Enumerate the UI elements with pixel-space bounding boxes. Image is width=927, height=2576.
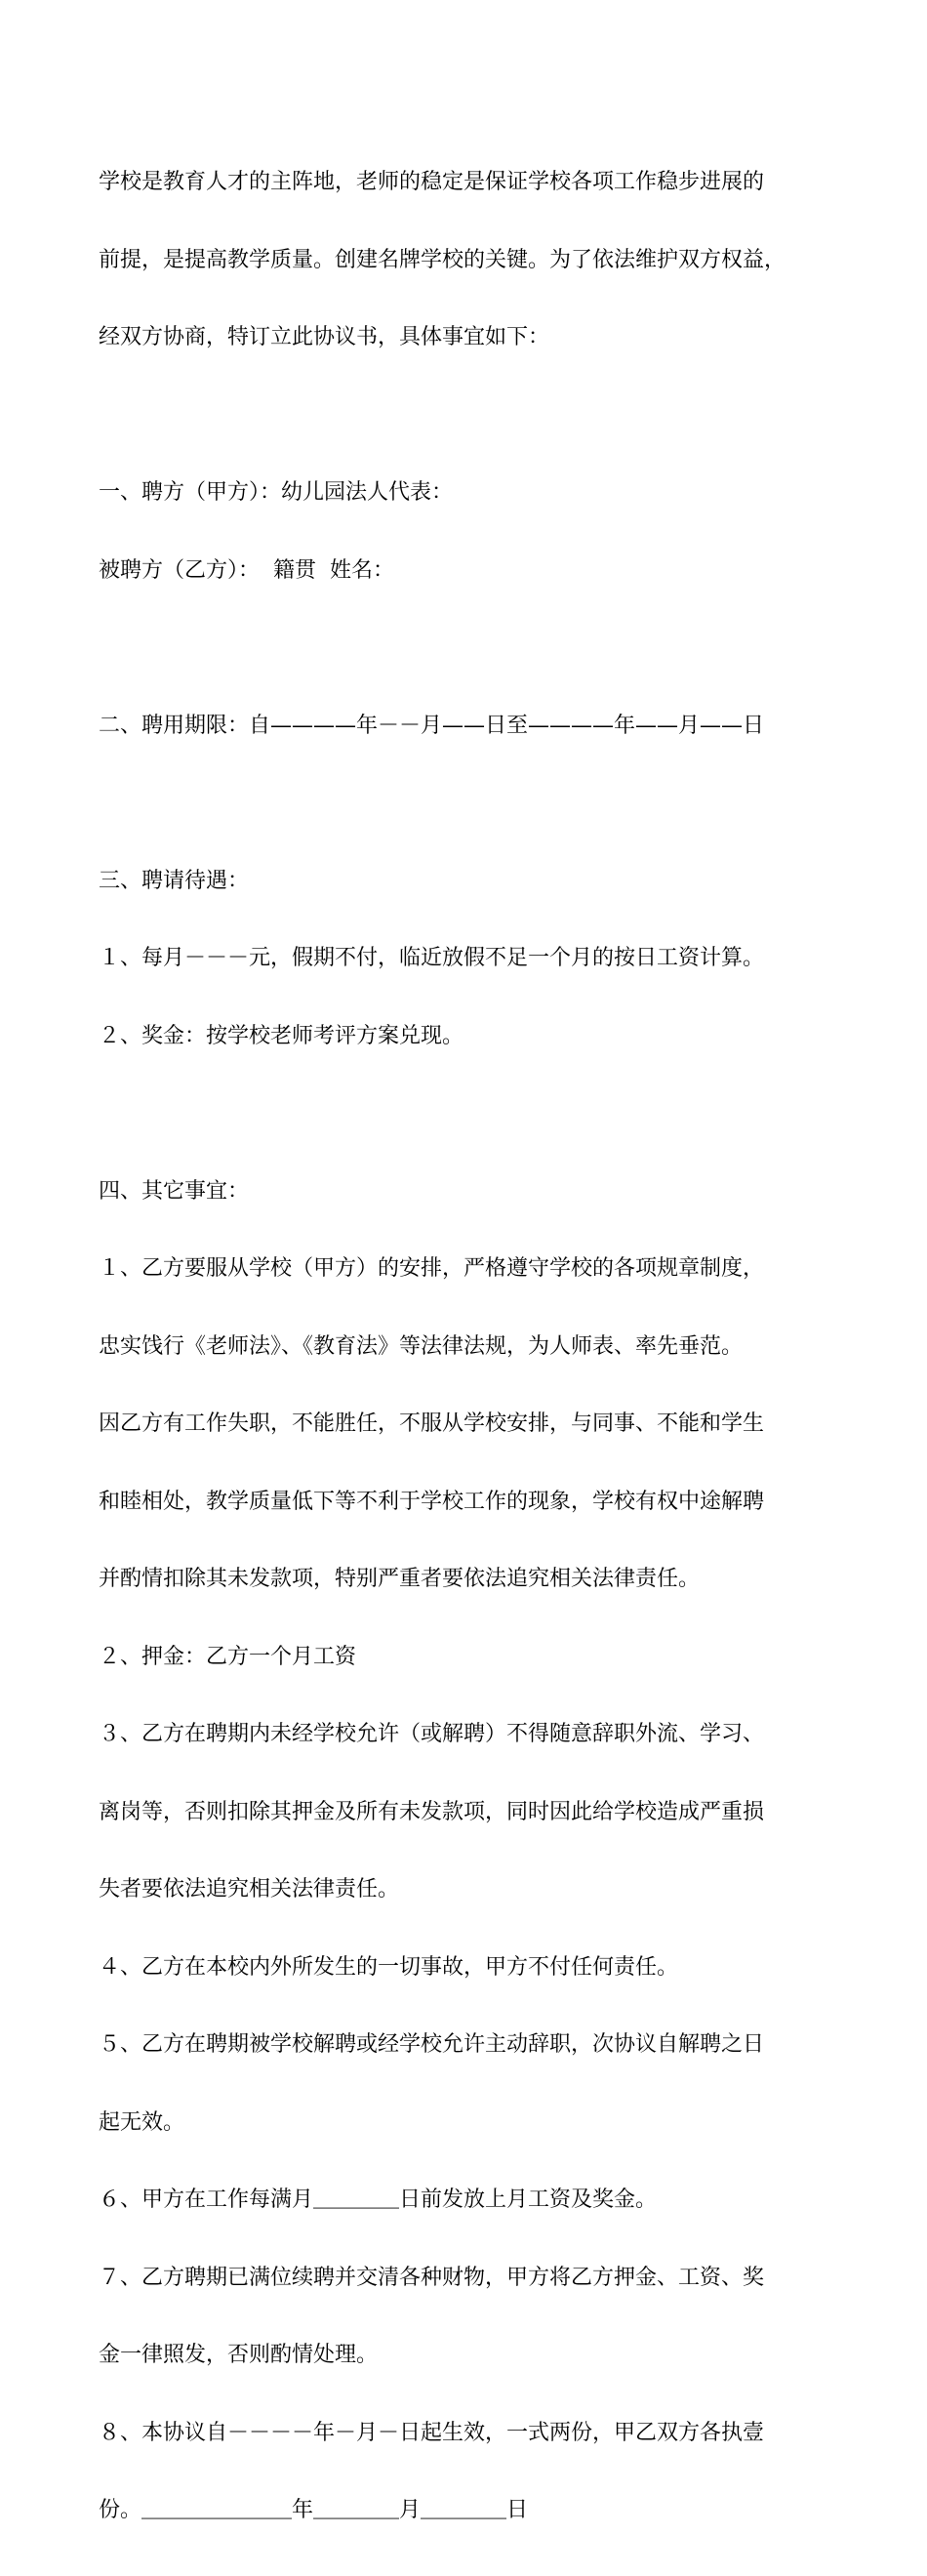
signature-date-line: 份。＿＿＿＿＿＿＿年＿＿＿＿月＿＿＿＿日	[99, 2498, 529, 2522]
blank-line	[99, 791, 840, 817]
clause-line: １、乙方要服从学校（甲方）的安排，严格遵守学校的各项规章制度，	[99, 1256, 765, 1281]
clause-line: 离岗等，否则扣除其押金及所有未发款项，同时因此给学校造成严重损	[99, 1799, 765, 1824]
intro-line: 经双方协商，特订立此协议书，具体事宜如下：	[99, 325, 550, 349]
section-heading: 三、聘请待遇：	[99, 868, 250, 893]
section-compensation	[99, 817, 840, 1102]
clause-line: 和睦相处，教学质量低下等不利于学校工作的现象，学校有权中途解聘	[99, 1489, 765, 1514]
clause-line: 起无效。	[99, 2109, 185, 2135]
clause-line: 失者要依法追究相关法律责任。	[99, 1877, 400, 1901]
clause-line: ６、甲方在工作每满月＿＿＿＿日前发放上月工资及奖金。	[99, 2188, 658, 2212]
blank-line	[99, 1101, 840, 1127]
clause-line: ４、乙方在本校内外所发生的一切事故，甲方不付任何责任。	[99, 1954, 679, 1980]
section-parties	[99, 429, 840, 635]
section-term	[99, 662, 840, 792]
document-body	[99, 118, 840, 2576]
intro-line: 学校是教育人才的主阵地，老师的稳定是保证学校各项工作稳步进展的	[99, 170, 765, 194]
section-heading: 四、其它事宜：	[99, 1178, 250, 1204]
clause-line: 并酌情扣除其未发款项，特别严重者要依法追究相关法律责任。	[99, 1567, 701, 1591]
section-other-matters	[99, 1127, 840, 2576]
clause-line: １、每月－－－元，假期不付，临近放假不足一个月的按日工资计算。	[99, 946, 765, 970]
intro-line: 前提，是提高教学质量。创建名牌学校的关键。为了依法维护双方权益，	[99, 247, 786, 272]
clause-line: 忠实饯行《老师法》、《教育法》等法律法规，为人师表、率先垂范。	[99, 1333, 744, 1359]
employer-line: 一、聘方（甲方）：幼儿园法人代表：	[99, 480, 454, 505]
blank-line	[99, 635, 840, 662]
clause-line: ７、乙方聘期已满位续聘并交清各种财物，甲方将乙方押金、工资、奖	[99, 2265, 765, 2290]
clause-line: ２、押金：乙方一个月工资	[99, 1644, 357, 1669]
clause-line: ３、乙方在聘期内未经学校允许（或解聘）不得随意辞职外流、学习、	[99, 1722, 765, 1746]
clause-line: 金一律照发，否则酌情处理。	[99, 2343, 379, 2367]
clause-line: ８、本协议自－－－－年－月－日起生效，一式两份，甲乙双方各执壹	[99, 2420, 765, 2445]
clause-line: ５、乙方在聘期被学校解聘或经学校允许主动辞职，次协议自解聘之日	[99, 2032, 765, 2057]
blank-line	[99, 403, 840, 429]
clause-line: 因乙方有工作失职，不能胜任，不服从学校安排，与同事、不能和学生	[99, 1411, 765, 1436]
employee-line: 被聘方（乙方）： 籍贯 姓名：	[99, 557, 394, 583]
term-line: 二、聘用期限：自————年－－月——日至————年——月——日	[99, 713, 765, 738]
intro-paragraph	[99, 118, 840, 403]
clause-line: ２、奖金：按学校老师考评方案兑现。	[99, 1023, 464, 1048]
